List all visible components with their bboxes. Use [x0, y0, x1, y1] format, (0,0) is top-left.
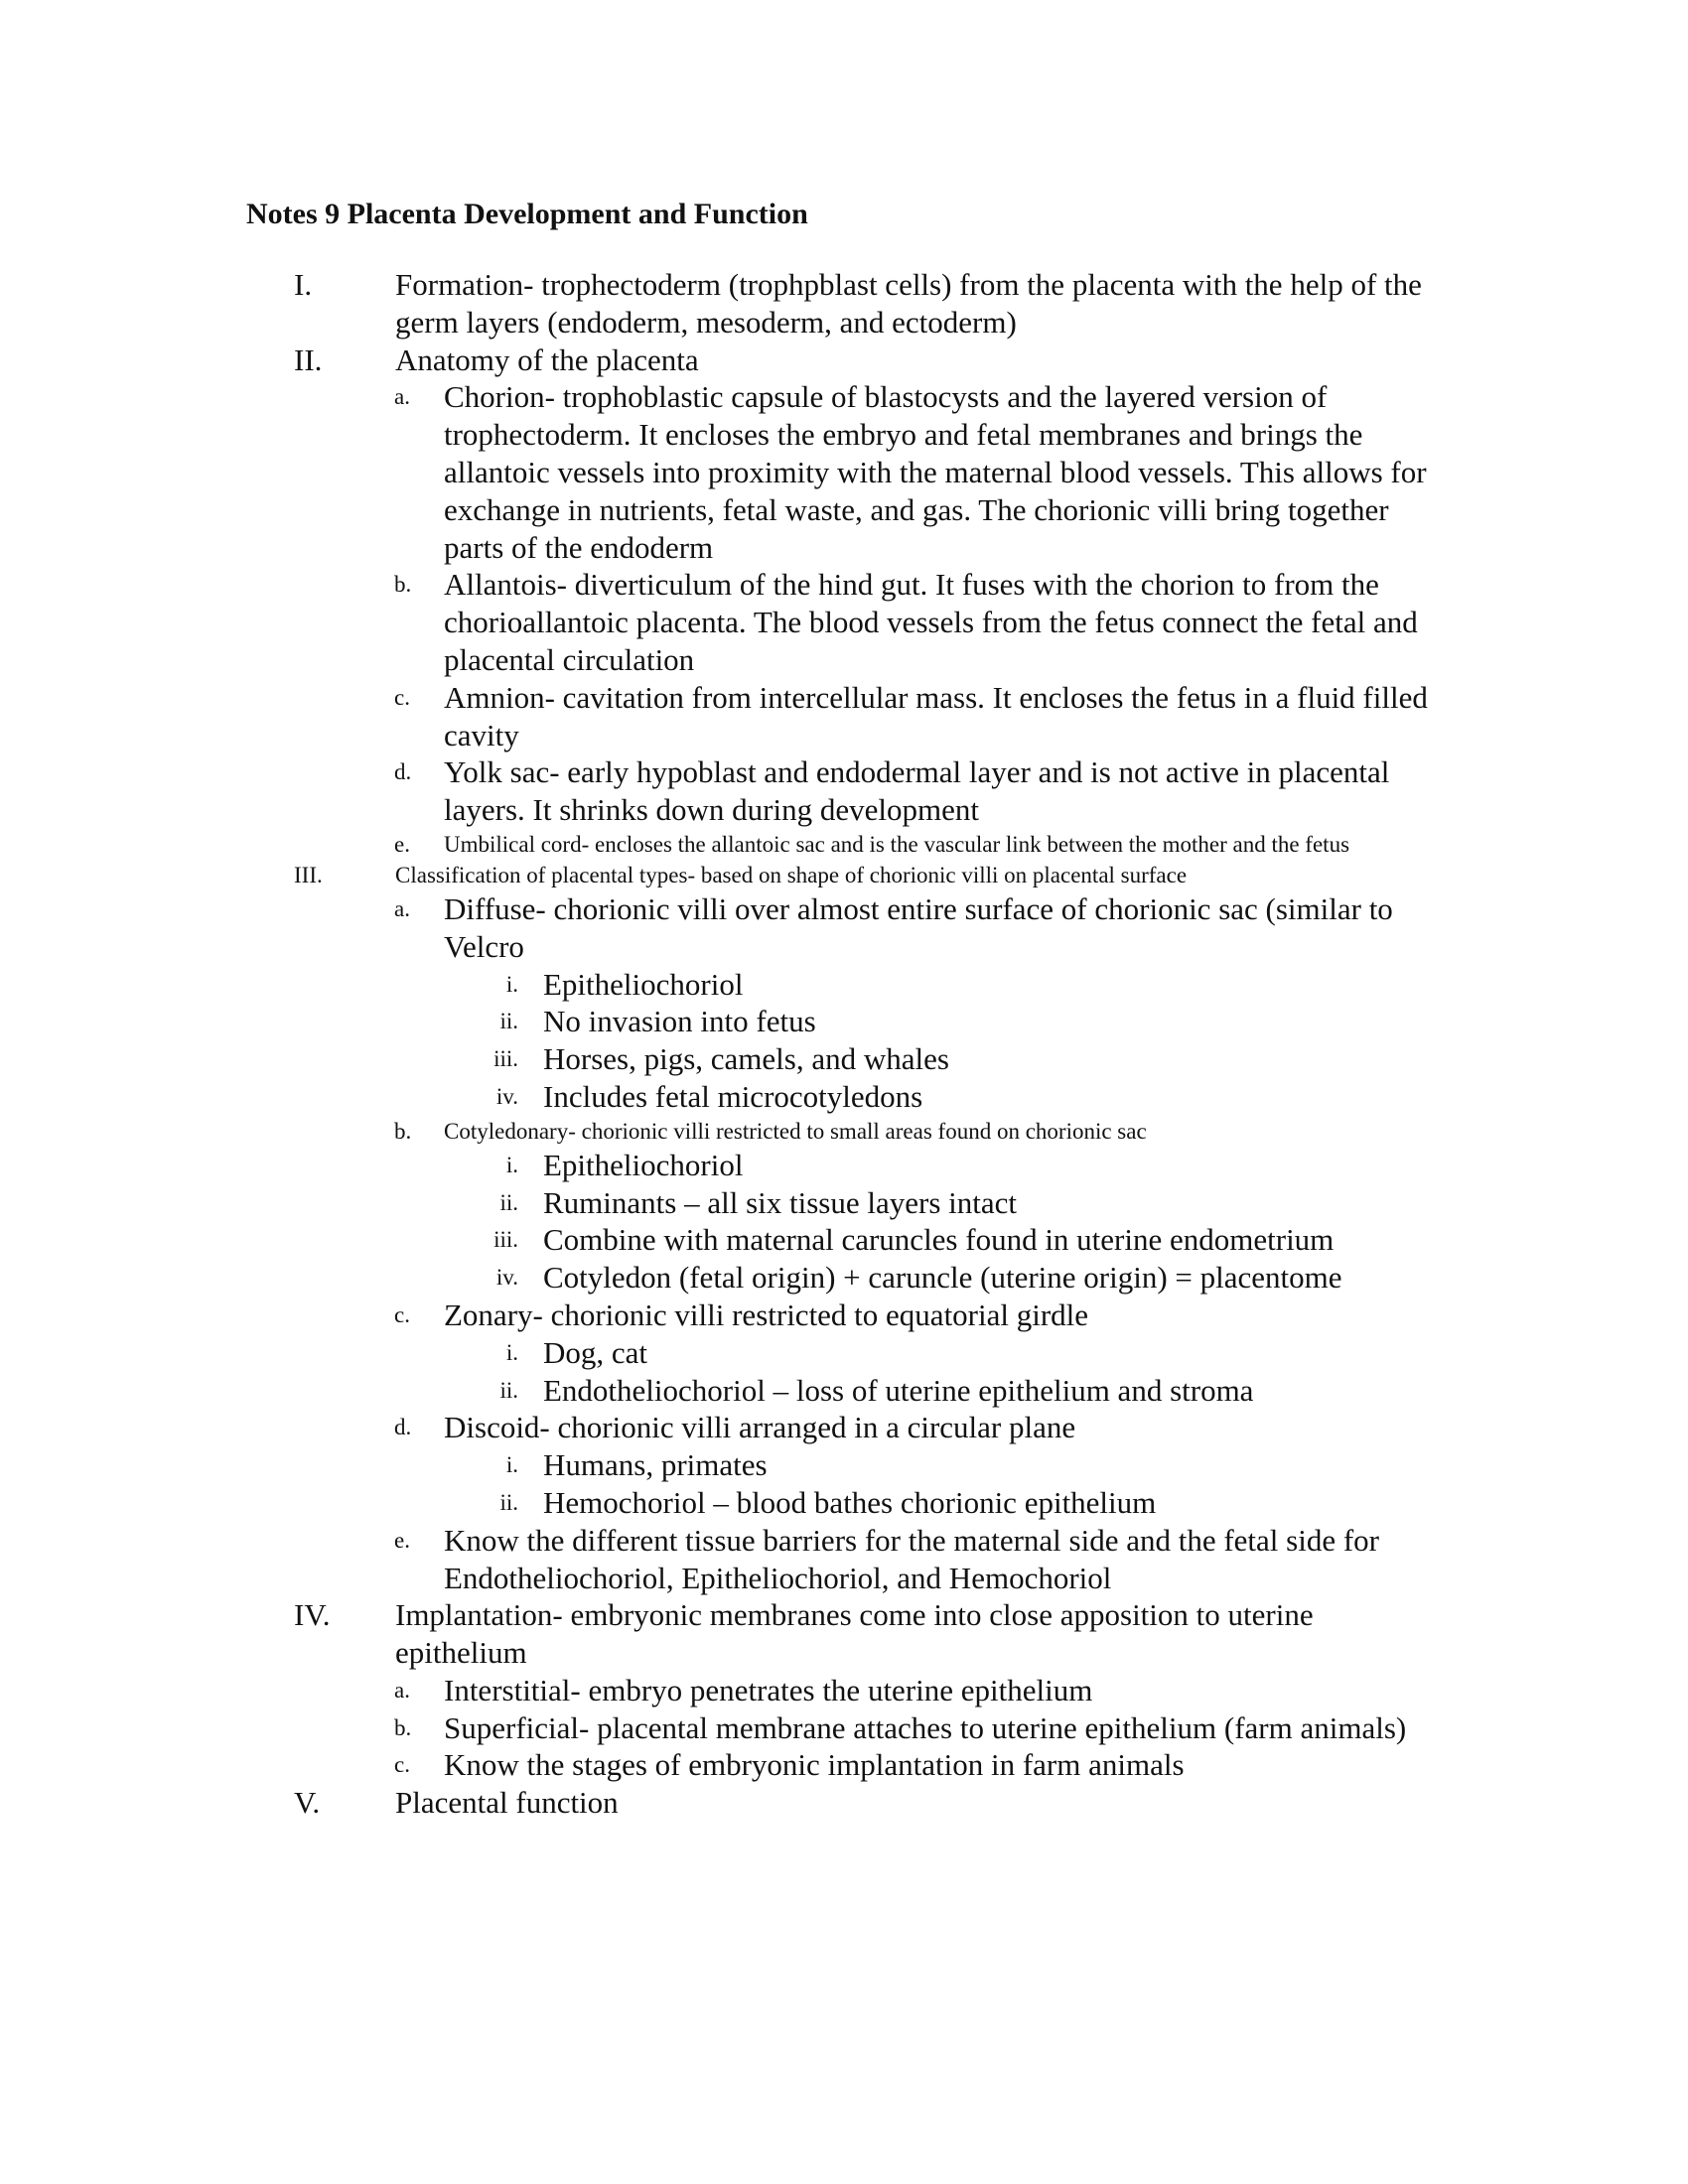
outline-marker: c.	[394, 1301, 410, 1327]
outline-text: Implantation- embryonic membranes come into close apposition to uterine epithelium	[395, 1597, 1314, 1671]
outline-marker: II.	[294, 341, 323, 377]
outline-marker: a.	[394, 1677, 410, 1703]
outline-text: Horses, pigs, camels, and whales	[543, 1041, 949, 1077]
outline-marker: d.	[394, 1415, 412, 1440]
outline-marker: ii.	[499, 1189, 518, 1215]
outline-item-level-3	[0, 1334, 1688, 1372]
outline-marker: i.	[505, 1452, 518, 1478]
outline-item-level-2	[0, 1409, 1688, 1446]
outline-item-level-3	[0, 1446, 1688, 1484]
outline-marker: ii.	[499, 1377, 518, 1403]
outline-marker: i.	[505, 1152, 518, 1177]
outline-marker: a.	[394, 895, 410, 921]
outline-marker: a.	[394, 384, 410, 410]
outline-item-level-3	[0, 1040, 1688, 1078]
outline-text: Yolk sac- early hypoblast and endodermal layer and is not active in placental layers. It shrinks down during development	[444, 754, 1390, 828]
outline-text: Combine with maternal caruncles found in uterine endometrium	[543, 1222, 1335, 1258]
outline-marker: iii.	[493, 1046, 518, 1072]
outline-text: Cotyledonary- chorionic villi restricted to small areas found on chorionic sac	[444, 1118, 1147, 1144]
outline-text: Includes fetal microcotyledons	[543, 1078, 923, 1114]
outline-marker: e.	[394, 831, 410, 857]
outline-item-level-2	[0, 1709, 1688, 1747]
outline-text: Zonary- chorionic villi restricted to equatorial girdle	[444, 1297, 1089, 1332]
outline-text: Superficial- placental membrane attaches to uterine epithelium (farm animals)	[444, 1709, 1407, 1745]
outline-text: Interstitial- embryo penetrates the uterine epithelium	[444, 1672, 1093, 1707]
outline-item-level-2	[0, 1672, 1688, 1709]
outline-item-level-3	[0, 1147, 1688, 1184]
page-title: Notes 9 Placenta Development and Function	[246, 198, 808, 230]
outline-text: Endotheliochoriol – loss of uterine epithelium and stroma	[543, 1372, 1254, 1408]
outline-text: Cotyledon (fetal origin) + caruncle (uterine origin) = placentome	[543, 1260, 1342, 1296]
outline-item-level-2	[0, 753, 1688, 829]
outline-list	[0, 266, 1688, 1822]
outline-item-level-2	[0, 566, 1688, 678]
outline-text: Allantois- diverticulum of the hind gut. It fuses with the chorion to from the chorioallantoic placenta. The blood vessels from the fetus connect the fetal and placental circulation	[444, 567, 1418, 677]
outline-text: Umbilical cord- encloses the allantoic sac and is the vascular link between the mother and the fetus	[444, 831, 1350, 857]
outline-item-level-1	[0, 341, 1688, 379]
outline-item-level-3	[0, 1003, 1688, 1040]
outline-text: Epitheliochoriol	[543, 966, 744, 1002]
outline-marker: b.	[394, 1714, 412, 1740]
outline-marker: i.	[505, 1339, 518, 1365]
outline-item-level-3	[0, 1372, 1688, 1410]
outline-text: Humans, primates	[543, 1447, 768, 1483]
outline-marker: III.	[294, 862, 323, 887]
outline-item-level-3	[0, 966, 1688, 1004]
outline-marker: IV.	[294, 1597, 331, 1633]
outline-marker: ii.	[499, 1009, 518, 1034]
outline-marker: iv.	[495, 1083, 518, 1109]
outline-item-level-2	[0, 1746, 1688, 1784]
outline-item-level-3	[0, 1259, 1688, 1297]
outline-item-level-2	[0, 1297, 1688, 1334]
outline-item-level-1	[0, 1596, 1688, 1672]
outline-item-level-3	[0, 1484, 1688, 1522]
outline-text: Placental function	[395, 1785, 619, 1821]
outline-marker: c.	[394, 684, 410, 710]
outline-marker: b.	[394, 1118, 412, 1144]
outline-text: Amnion- cavitation from intercellular mass. It encloses the fetus in a fluid filled cavity	[444, 679, 1428, 752]
outline-item-level-2	[0, 829, 1688, 860]
outline-marker: i.	[505, 971, 518, 997]
outline-item-level-3	[0, 1184, 1688, 1222]
outline-marker: I.	[294, 267, 313, 302]
outline-text: Diffuse- chorionic villi over almost entire surface of chorionic sac (similar to Velcro	[444, 890, 1393, 964]
outline-text: Dog, cat	[543, 1334, 648, 1370]
outline-marker: e.	[394, 1527, 410, 1553]
outline-marker: V.	[294, 1785, 321, 1821]
outline-marker: ii.	[499, 1489, 518, 1515]
outline-item-level-1	[0, 266, 1688, 341]
outline-text: Classification of placental types- based on shape of chorionic villi on placental surface	[395, 862, 1188, 887]
outline-item-level-2	[0, 890, 1688, 966]
outline-marker: d.	[394, 759, 412, 785]
outline-text: Formation- trophectoderm (trophpblast cells) from the placenta with the help of the germ layers (endoderm, mesoderm, and ectoderm)	[395, 267, 1422, 340]
outline-text: Anatomy of the placenta	[395, 341, 699, 377]
outline-text: Discoid- chorionic villi arranged in a circular plane	[444, 1410, 1076, 1445]
outline-item-level-2	[0, 1116, 1688, 1147]
outline-text: Chorion- trophoblastic capsule of blastocysts and the layered version of trophectoderm. It encloses the embryo and fetal membranes and brings the allantoic vessels into proximity with the maternal blood vessels. This allows for exchange in nutrients, fetal waste, and gas. The chorionic villi bring together parts of the endoderm	[444, 379, 1427, 565]
outline-item-level-2	[0, 1522, 1688, 1597]
outline-marker: iv.	[495, 1265, 518, 1291]
outline-item-level-1	[0, 1784, 1688, 1822]
outline-text: Know the stages of embryonic implantation in farm animals	[444, 1747, 1185, 1783]
outline-marker: iii.	[493, 1227, 518, 1253]
outline-text: Epitheliochoriol	[543, 1147, 744, 1182]
outline-marker: c.	[394, 1752, 410, 1778]
outline-text: No invasion into fetus	[543, 1004, 816, 1039]
outline-item-level-3	[0, 1221, 1688, 1259]
outline-marker: b.	[394, 572, 412, 598]
outline-text: Know the different tissue barriers for the maternal side and the fetal side for Endotheliochoriol, Epitheliochoriol, and Hemochoriol	[444, 1522, 1380, 1595]
outline-text: Ruminants – all six tissue layers intact	[543, 1184, 1017, 1220]
outline-item-level-1	[0, 860, 1688, 890]
outline-item-level-2	[0, 679, 1688, 754]
outline-text: Hemochoriol – blood bathes chorionic epithelium	[543, 1484, 1157, 1520]
outline-item-level-2	[0, 378, 1688, 566]
outline-item-level-3	[0, 1078, 1688, 1116]
